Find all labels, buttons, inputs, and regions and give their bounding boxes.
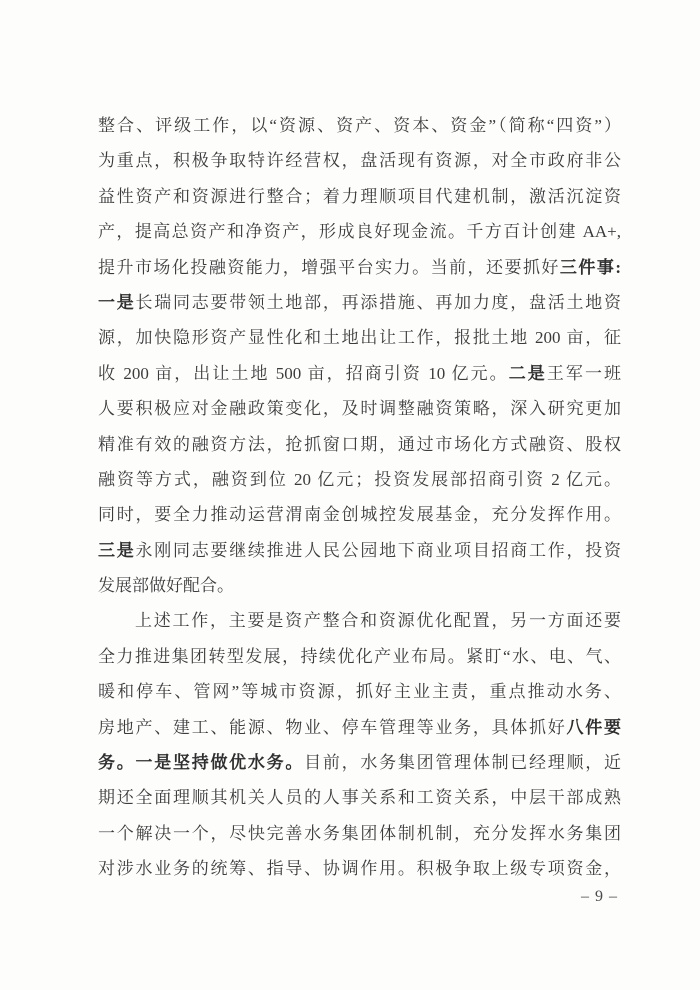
text-segment: 融资等方式，融资到位 20 亿元；投资发展部招商引资 2 亿元。: [98, 469, 621, 489]
text-line: [98, 851, 621, 886]
text-line: [98, 816, 621, 851]
text-line: [98, 497, 621, 532]
text-line: [98, 568, 621, 603]
document-body: [98, 108, 621, 887]
text-segment: 同时，要全力推动运营渭南金创城控发展基金，充分发挥作用。: [98, 505, 621, 525]
bold-text-segment: 一是: [98, 292, 136, 312]
text-line: [98, 250, 621, 285]
text-segment: 暖和停车、管网”等城市资源，抓好主业主责，重点推动水务、: [98, 682, 621, 702]
text-segment: 期还全面理顺其机关人员的人事关系和工资关系，中层干部成熟: [98, 788, 621, 808]
text-segment: 提升市场化投融资能力，增强平台实力。当前，还要抓好: [98, 257, 560, 277]
text-line: [98, 710, 621, 745]
text-line: [98, 533, 621, 568]
bold-text-segment: 二是: [508, 363, 547, 383]
bold-text-segment: 三是: [98, 540, 136, 560]
text-segment: 对涉水业务的统筹、指导、协调作用。积极争取上级专项资金，: [98, 859, 621, 879]
text-line: [98, 603, 621, 638]
text-segment: 益性资产和资源进行整合；着力理顺项目代建机制，激活沉淀资: [98, 186, 621, 206]
text-line: [98, 108, 621, 143]
text-segment: 产，提高总资产和净资产，形成良好现金流。千方百计创建 AA+,: [98, 222, 621, 242]
text-line: [98, 427, 621, 462]
bold-text-segment: 八件要: [566, 717, 622, 737]
text-segment: 永刚同志要继续推进人民公园地下商业项目招商工作，投资: [135, 540, 622, 560]
page-number: – 9 –: [581, 888, 618, 905]
text-line: [98, 745, 621, 780]
text-segment: 源，加快隐形资产显性化和土地出让工作，报批土地 200 亩，征: [98, 328, 621, 348]
text-line: [98, 674, 621, 709]
text-line: [98, 391, 621, 426]
text-line: [98, 214, 621, 249]
text-segment: 整合、评级工作，以“资源、资产、资本、资金”（简称“四资”）: [98, 116, 621, 135]
text-segment: 全力推进集团转型发展，持续优化产业布局。紧盯“水、电、气、: [98, 646, 621, 666]
text-line: [98, 462, 621, 497]
text-segment: 人要积极应对金融政策变化，及时调整融资策略，深入研究更加: [98, 399, 621, 419]
text-line: [98, 285, 621, 320]
text-segment: 收 200 亩，出让土地 500 亩，招商引资 10 亿元。: [98, 363, 509, 383]
text-segment: 长瑞同志要带领土地部，再添措施、再加力度，盘活土地资: [135, 292, 622, 312]
text-line: [98, 356, 621, 391]
text-line: [98, 143, 621, 178]
text-line: [98, 780, 621, 815]
text-segment: 王军一班: [546, 363, 622, 383]
bold-text-segment: 三件事:: [559, 257, 621, 277]
text-line: [98, 179, 621, 214]
text-segment: 房地产、建工、能源、物业、停车管理等业务，具体抓好: [98, 717, 567, 737]
text-segment: 上述工作，主要是资产整合和资源优化配置，另一方面还要: [135, 611, 621, 631]
bold-text-segment: 务。一是坚持做优水务。: [98, 753, 305, 773]
text-segment: 精准有效的融资方法，抢抓窗口期，通过市场化方式融资、股权: [98, 434, 621, 454]
text-segment: 目前，水务集团管理体制已经理顺，近: [304, 753, 622, 773]
text-line: [98, 639, 621, 674]
text-line: [98, 320, 621, 355]
text-segment: 发展部做好配合。: [98, 576, 234, 596]
text-segment: 为重点，积极争取特许经营权，盘活现有资源，对全市政府非公: [98, 151, 621, 171]
text-segment: 一个解决一个，尽快完善水务集团体制机制，充分发挥水务集团: [98, 823, 621, 843]
